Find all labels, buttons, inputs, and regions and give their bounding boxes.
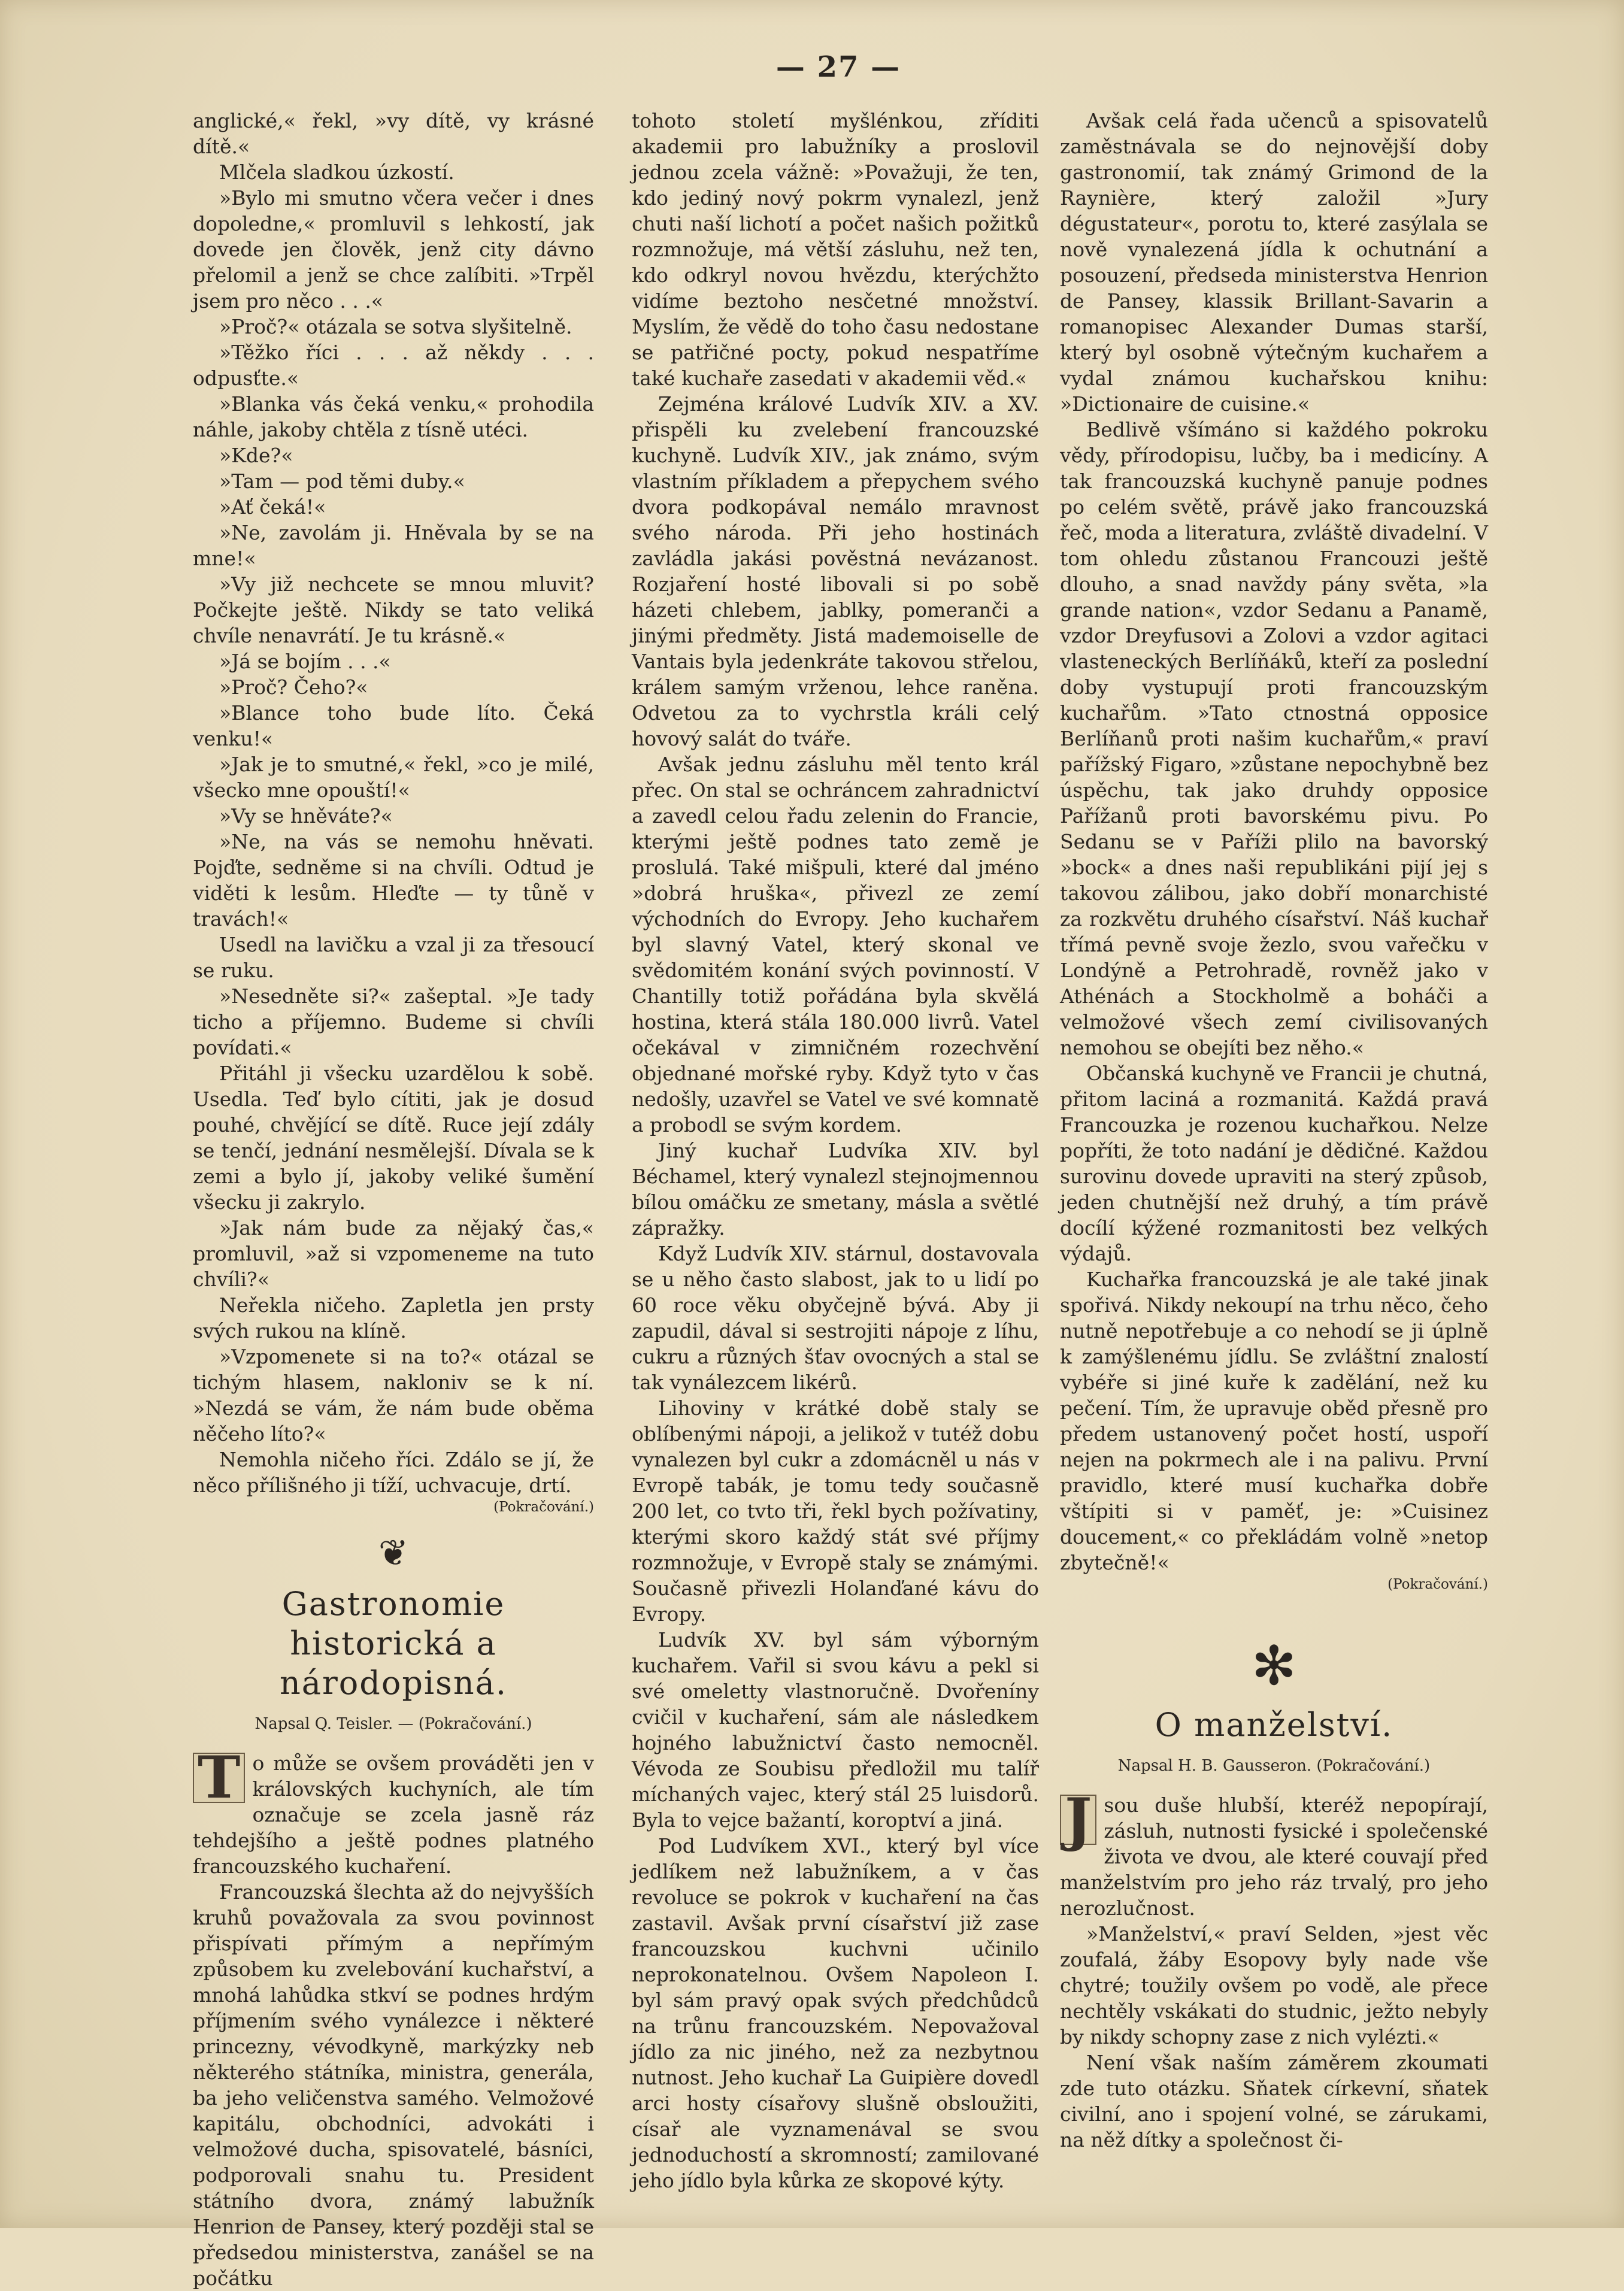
paragraph: Ludvík XV. byl sám výborným kuchařem. Vařil si svou kávu a pekl si své omeletty vlastnoručně. Dvořeníny cvičil v kuchaření, sám ale následkem hojného labužnictví často nemocněl. Vévoda ze Soubisu předložil mu talíř míchaných vajec, který stál 25 luisdorů. Byla to vejce bažantí, koroptví a jiná. <box>632 1628 1039 1832</box>
article-title-manzelstvi: O manželství. <box>1155 1706 1393 1744</box>
paragraph: »Já se bojím . . .« <box>219 650 391 673</box>
paragraph: »Ne, zavolám ji. Hněvala by se na mne!« <box>193 521 594 570</box>
paragraph: »Kde?« <box>219 444 293 467</box>
dropcap: T <box>193 1753 245 1803</box>
paragraph <box>193 1744 594 1879</box>
paragraph: Pod Ludvíkem XVI., který byl více jedlíkem než labužníkem, a v čas revoluce se pokrok v kuchaření na čas zastavil. Avšak první císařství již zase francouzskou kuchvni učinilo neprokonatelnou. Ovšem Napoleon I. byl sám pravý opak svých předchůdců na trůnu francouzském. Nepovažoval jídlo za nic jiného, než za nezbytnou nutnost. Jeho kuchař La Guipière dovedl arci hosty císařovy slušně obsloužiti, císař ale vyznamenával se svou jednoduchostí a skromností; zamilované jeho jídlo byla kůrka ze skopové kýty. <box>632 1834 1039 2192</box>
paragraph: »Blanka vás čeká venku,« prohodila náhle, jakoby chtěla z tísně utéci. <box>193 392 594 441</box>
article-title-gastronomie: Gastronomie historická a národopisná. <box>279 1585 508 1702</box>
paragraph: »Těžko říci . . . až někdy . . . odpusťte.« <box>193 341 594 390</box>
paragraph: »Vzpomenete si na to?« otázal se tichým hlasem, nakloniv se k ní. »Nezdá se vám, že nám bude oběma něčeho líto?« <box>193 1345 594 1445</box>
paragraph <box>1060 1786 1488 1921</box>
paragraph: Avšak jednu zásluhu měl tento král přec. On stal se ochráncem zahradnictví a zavedl celou řadu zelenin do Francie, kterými ještě podnes tato země je proslulá. Také mišpuli, které dal jméno »dobrá hruška«, přivezl ze zemí východních do Evropy. Jeho kuchařem byl slavný Vatel, který skonal ve svědomitém konání svých povinností. V Chantilly totiž pořádána byla skvělá hostina, která stála 180.000 livrů. Vatel očekával v zimničném rozechvění objednané mořské ryby. Když tyto v čas nedošly, uzavřel se Vatel ve své komnatě a probodl se svým kordem. <box>632 753 1039 1137</box>
paragraph: »Nesedněte si?« zašeptal. »Je tady ticho a příjemno. Budeme si chvíli povídati.« <box>193 984 594 1059</box>
column-1 <box>193 108 594 2290</box>
ornament-icon: ❦ <box>378 1532 409 1574</box>
column-2 <box>632 108 1039 2192</box>
paragraph: Bedlivě všímáno si každého pokroku vědy, přírodopisu, lučby, ba i medicíny. A tak francouzská kuchyně panuje podnes po celém světě, právě jako francouzská řeč, moda a literatura, zvláště divadelní. V tom ohledu zůstanou Francouzi ještě dlouho, a snad navždy pány světa, »la grande nation«, vzdor Sedanu a Panamě, vzdor Dreyfusovi a Zolovi a vzdor agitaci vlasteneckých Berlíňáků, kteří za poslední doby vystupují proti francouzským kuchařům. »Tato ctnostná opposice Berlíňanů proti našim kuchařům,« praví pařížský Figaro, »zůstane nepochybně bez úspěchu, tak jako druhdy opposice Pařížanů proti bavorskému pivu. Po Sedanu se v Paříži plilo na bavorský »bock« a dnes naši republikáni pijí jej s takovou zálibou, jako dobří monarchisté za rozkvětu druhého císařství. Náš kuchař třímá pevně svoje žezlo, svou vařečku v Londýně a Petrohradě, rovněž jako v Athénách a Stockholmě a boháči a velmožové všech zemí civilisovaných nemohou se obejíti bez něho.« <box>1060 418 1488 1059</box>
paragraph: »Tam — pod těmi duby.« <box>219 469 465 493</box>
paragraph: Avšak celá řada učenců a spisovatelů zaměstnávala se do nejnovější doby gastronomií, tak známý Grimond de la Raynière, který založil »Jury dégustateur«, porotu to, které zasýlala se nově vynalezená jídla k ochutnání a posouzení, předseda ministerstva Henrion de Pansey, klassik Brillant-Savarin a romanopisec Alexander Dumas starší, který byl osobně výtečným kuchařem a vydal známou kuchařskou knihu: »Dictionaire de cuisine.« <box>1060 109 1488 416</box>
paragraph: »Jak nám bude za nějaký čas,« promluvil, »až si vzpomeneme na tuto chvíli?« <box>193 1216 594 1291</box>
paragraph: anglické,« řekl, »vy dítě, vy krásné dítě.« <box>193 109 594 158</box>
paragraph-text: sou duše hlubší, kteréž nepopírají, zásluh, nutnosti fysické i společenské života ve dvou, ale které couvají před manželstvím pro jeho ráz trvalý, pro jeho nerozlučnost. <box>1060 1793 1488 1920</box>
paragraph: »Jak je to smutné,« řekl, »co je milé, všecko mne opouští!« <box>193 753 594 802</box>
paragraph: Když Ludvík XIV. stárnul, dostavovala se u něho často slabost, jak to u lidí po 60 roce věku obyčejně bývá. Aby ji zapudil, dával si sestrojiti nápoje z líhu, cukru a různých šťav ovocných a stal se tak vynálezcem likérů. <box>632 1242 1039 1394</box>
paragraph: Mlčela sladkou úzkostí. <box>219 160 455 184</box>
paragraph: »Manželství,« praví Selden, »jest věc zoufalá, žáby Esopovy byly nade vše chytré; toužily ovšem po vodě, ale přece nechtěly vskákati do studnic, ježto nebyly by nikdy schopny zase z nich vylézti.« <box>1060 1922 1488 2048</box>
paragraph: »Ať čeká!« <box>219 495 326 519</box>
continued-note: (Pokračování.) <box>493 1499 594 1515</box>
paragraph: Lihoviny v krátké době staly se oblíbenými nápoji, a jelikož v tutéž dobu vynalezen byl cukr a zdomácněl u nás v Evropě tabák, je tomu tedy současně 200 let, co tvto tři, řekl bych požívatiny, kterými skoro každý stát své příjmy rozmnožuje, v Evropě staly se známými. Současně přivezli Holanďané kávu do Evropy. <box>632 1396 1039 1626</box>
paragraph: Usedl na lavičku a vzal ji za třesoucí se ruku. <box>193 933 594 982</box>
paragraph: Není však naším záměrem zkoumati zde tuto otázku. Sňatek církevní, sňatek civilní, ano i spojení volné, se zárukami, na něž dítky a společnost či- <box>1060 2051 1488 2151</box>
paragraph: »Proč?« otázala se sotva slyšitelně. <box>219 315 572 338</box>
paragraph: »Bylo mi smutno včera večer i dnes dopoledne,« promluvil s lehkostí, jak dovede jen člověk, jenž city dávno přelomil a jenž se chce zalíbiti. »Trpěl jsem pro něco . . .« <box>193 186 594 313</box>
paragraph: »Ne, na vás se nemohu hněvati. Pojďte, sedněme si na chvíli. Odtud je viděti k lesům. Hleďte — ty tůně v travách!« <box>193 830 594 931</box>
paragraph: Nemohla ničeho říci. Zdálo se jí, že něco přílišného ji tíží, uchvacuje, drtí. <box>193 1448 594 1497</box>
paragraph: Přitáhl ji všecku uzardělou k sobě. Usedla. Teď bylo cítiti, jak je dosud pouhé, chvějící se dítě. Ruce její zdály se tenčí, jednání nesmělejší. Dívala se k zemi a bylo jí, jakoby veliké šumění všecku ji zakrylo. <box>193 1062 594 1214</box>
paragraph: tohoto století myšlénkou, zříditi akademii pro labužníky a proslovil jednou zcela vážně: »Považuji, že ten, kdo jediný nový pokrm vynalezl, jenž chuti naší lichotí a počet našich požitků rozmnožuje, má větší zásluhu, než ten, kdo odkryl novou hvězdu, kterýchžto vidíme beztoho nesčetné množství. Myslím, že vědě do toho času nedostane se patřičné pocty, pokud nespatříme také kuchaře zasedati v akademii věd.« <box>632 109 1039 390</box>
paragraph: Neřekla ničeho. Zapletla jen prsty svých rukou na klíně. <box>193 1293 594 1343</box>
paragraph: »Vy již nechcete se mnou mluvit? Počkejte ještě. Nikdy se tato veliká chvíle nenavrátí. Je tu krásně.« <box>193 572 594 647</box>
paragraph: Francouzská šlechta až do nejvyšších kruhů považovala za svou povinnost přispívati přímým a nepřímým způsobem ku zvelebování kuchařství, a mnohá lahůdka stkví se podnes hrdým příjmením svého vynálezce i některé princezny, vévodkyně, markýzky neb některého státníka, ministra, generála, ba jeho veličenstva samého. Velmožové kapitálu, obchodníci, advokáti i velmožové ducha, spisovatelé, básníci, podporovali snahu tu. President státního dvora, známý labužník Henrion de Pansey, který později stal se předsedou ministerstva, zanášel se na počátku <box>193 1880 594 2290</box>
article-byline: Napsal Q. Teisler. — (Pokračování.) <box>254 1715 532 1733</box>
paragraph: Občanská kuchyně ve Francii je chutná, přitom laciná a rozmanitá. Každá pravá Francouzka je rozenou kuchařkou. Nelze popříti, že toto nadání je dědičné. Každou surovinu dovede upraviti na sterý způsob, jeden chutnější než druhý, a tím právě docílí kýžené rozmanitosti bez velkých výdajů. <box>1060 1062 1488 1265</box>
paragraph: »Vy se hněváte?« <box>219 804 393 828</box>
asterisk-ornament-icon: ✻ <box>1251 1635 1297 1698</box>
paragraph: Zejména králové Ludvík XIV. a XV. přispěli ku zvelebení francouzské kuchyně. Ludvík XIV., jak známo, svým vlastním příkladem a přepychem svého dvora podkopával nemálo mravnost svého národa. Při jeho hostinách zavládla jakási pověstná nevázanost. Rozjaření hosté libovali si po sobě házeti chlebem, jablky, pomeranči a jinými předměty. Jistá mademoiselle de Vantais byla jedenkráte takovou střelou, králem samým vrženou, lehce raněna. Odvetou za to vychrstla králi celý hovový salát do tváře. <box>632 392 1039 750</box>
page-number: — 27 — <box>775 50 901 84</box>
column-3 <box>1060 108 1488 2156</box>
continued-note: (Pokračování.) <box>1387 1577 1488 1592</box>
dropcap: J <box>1060 1795 1096 1845</box>
paragraph: Jiný kuchař Ludvíka XIV. byl Béchamel, který vynalezl stejnojmennou bílou omáčku ze smetany, másla a světlé zápražky. <box>632 1139 1039 1240</box>
paragraph: »Proč? Čeho?« <box>219 675 368 699</box>
paragraph-text: o může se ovšem prováděti jen v královských kuchyních, ale tím označuje se zcela jasně ráz tehdejšího a ještě podnes platného francouzského kuchaření. <box>193 1751 594 1878</box>
article-byline: Napsal H. B. Gausseron. (Pokračování.) <box>1117 1757 1431 1775</box>
paragraph: »Blance toho bude líto. Čeká venku!« <box>193 701 594 750</box>
paragraph: Kuchařka francouzská je ale také jinak spořivá. Nikdy nekoupí na trhu něco, čeho nutně nepotřebuje a co nehodí se ji úplně k zamýšlenému jídlu. Se zvláštní znalostí vybéře si jiné kuře k zadělání, než ku pečení. Tím, že upravuje oběd přesně pro předem ustanovený počet hostí, uspoří nejen na pokrmech ale i na palivu. První pravidlo, které musí kuchařka dobře vštípiti si v paměť, je: »Cuisinez doucement,« co překládám volně »netop zbytečně!« <box>1060 1268 1488 1574</box>
